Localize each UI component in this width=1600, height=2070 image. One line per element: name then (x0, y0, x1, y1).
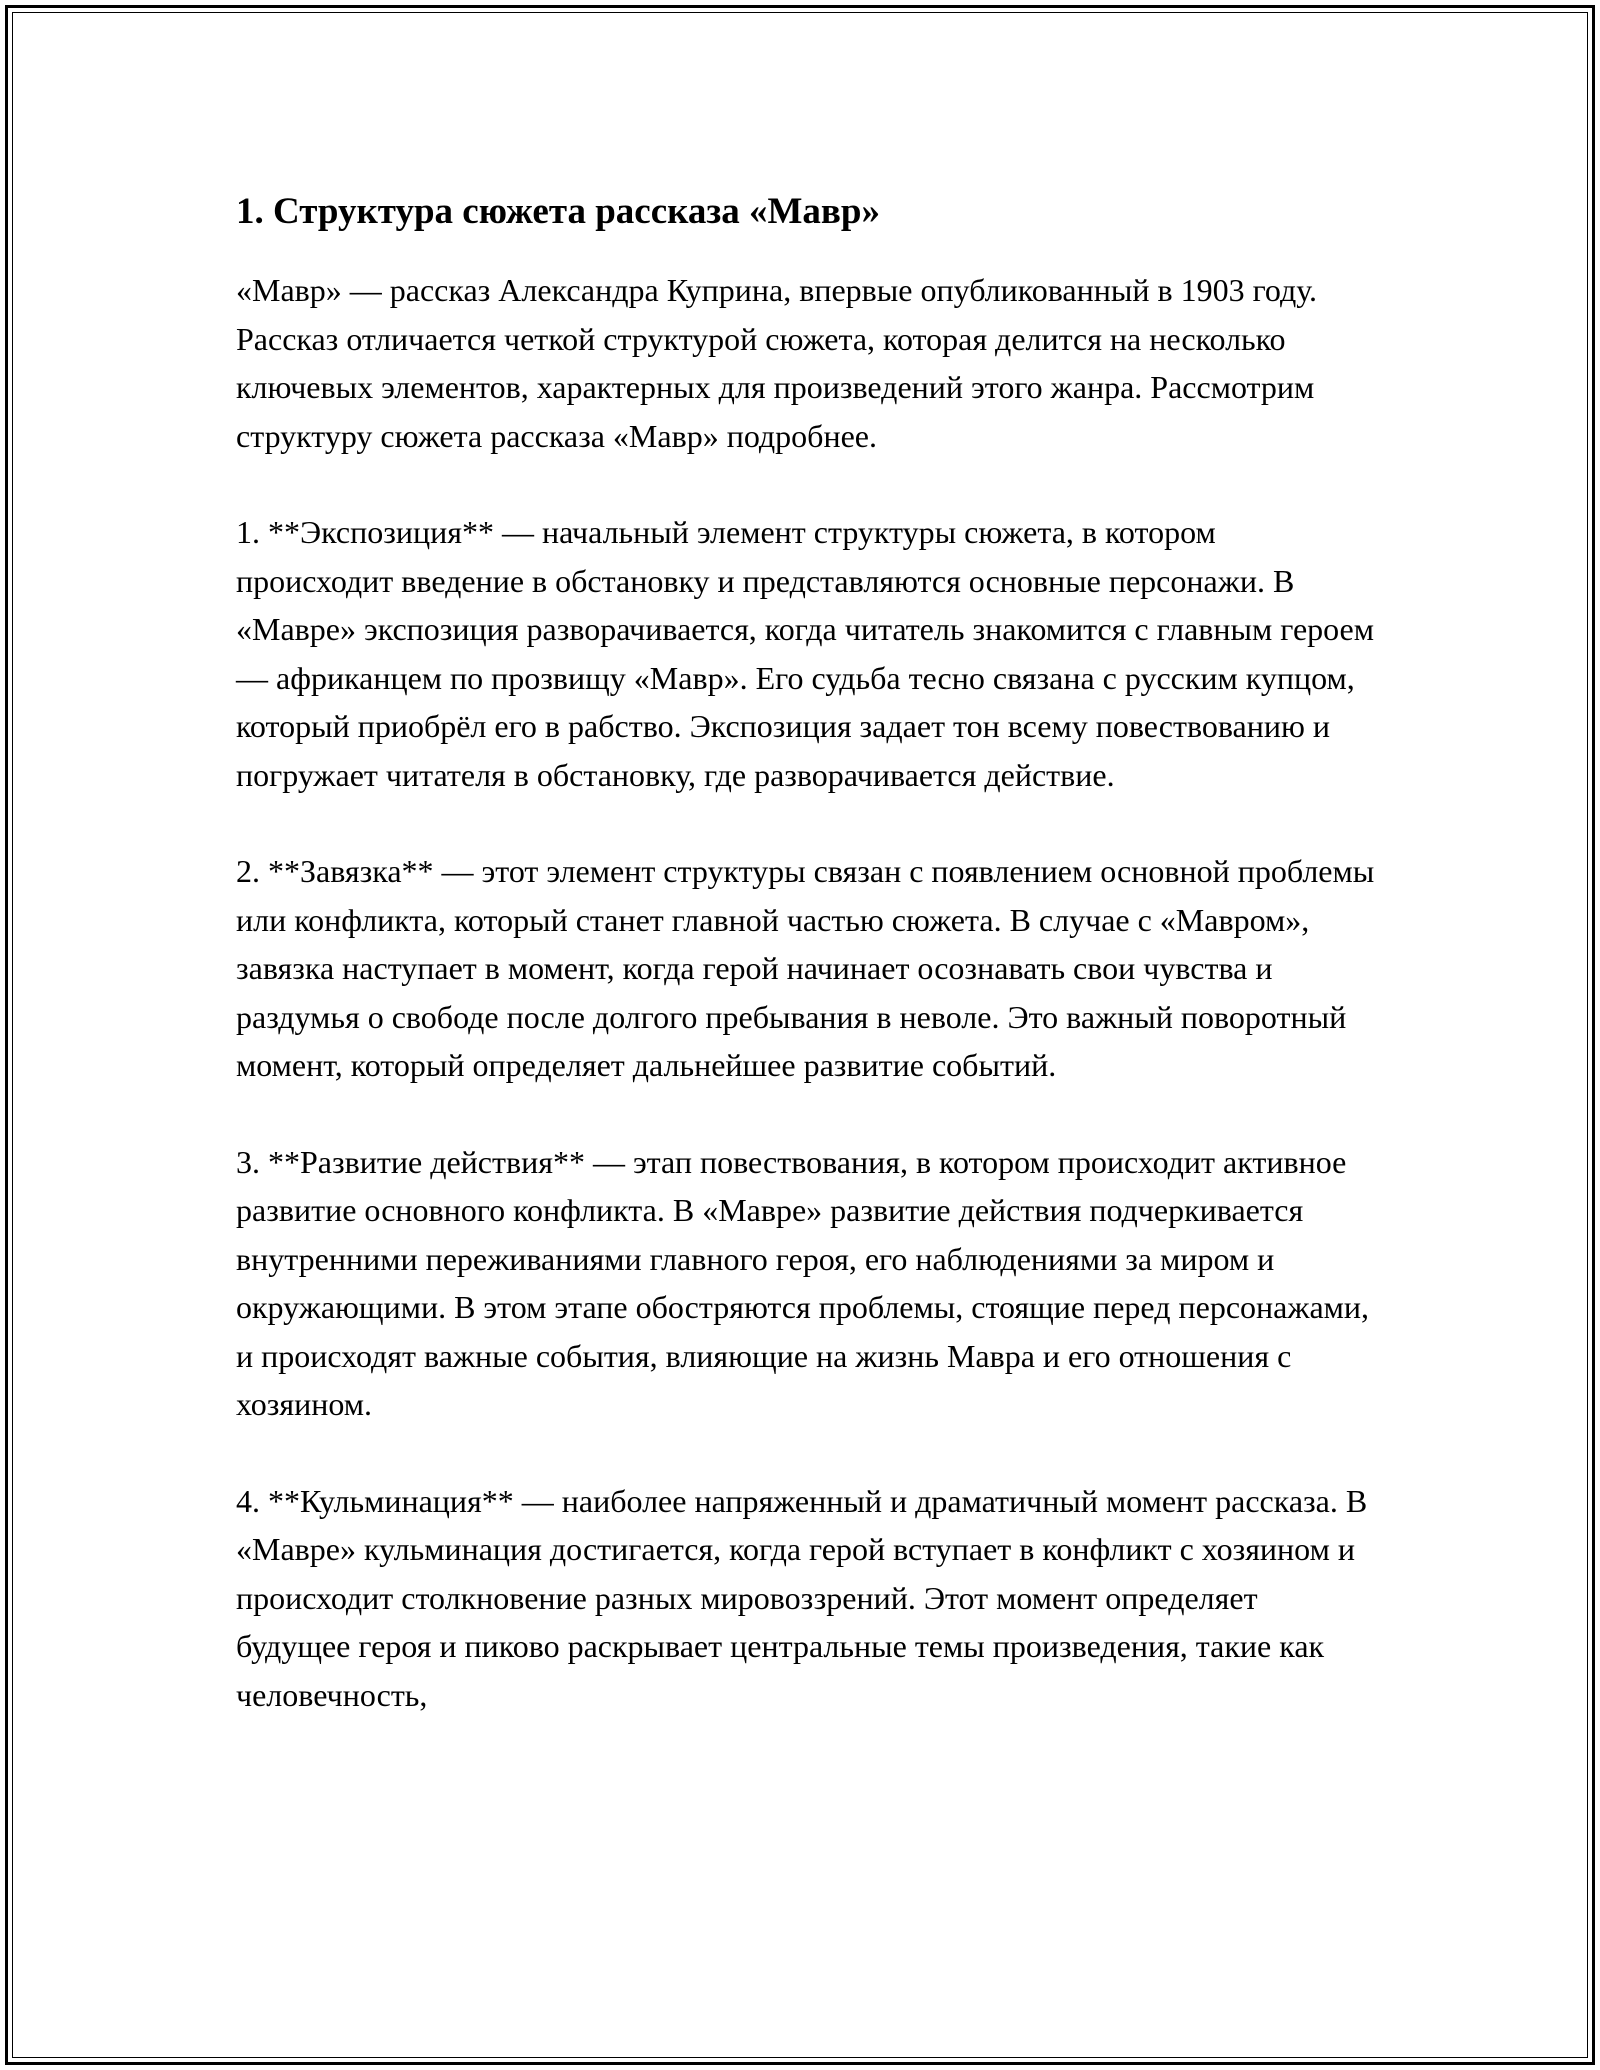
document-title: 1. Структура сюжета рассказа «Мавр» (236, 191, 880, 232)
paragraph-rising-action: 3. **Развитие действия** — этап повествования, в котором происходит активное развитие основного конфликта. В «Мавре» развитие действия подчеркивается внутренними переживаниями главного героя, его наблюдениями за миром и окружающими. В этом этапе обостряются проблемы, стоящие перед персонажами, и происходят важные события, влияющие на жизнь Мавра и его отношения с хозяином. (236, 1143, 1370, 1422)
paragraph-setup: 2. **Завязка** — этот элемент структуры связан с появлением основной проблемы или конфликта, который станет главной частью сюжета. В случае с «Мавром», завязка наступает в момент, когда герой начинает осознавать свои чувства и раздумья о свободе после долгого пребывания в неволе. Это важный поворотный момент, который определяет дальнейшее развитие событий. (236, 853, 1375, 1083)
document-page (236, 186, 1376, 1719)
paragraph-exposition: 1. **Экспозиция** — начальный элемент структуры сюжета, в котором происходит введение в обстановку и представляются основные персонажи. В «Мавре» экспозиция разворачивается, когда читатель знакомится с главным героем — африканцем по прозвищу «Мавр». Его судьба тесно связана с русским купцом, который приобрёл его в рабство. Экспозиция задает тон всему повествованию и погружает читателя в обстановку, где разворачивается действие. (236, 514, 1374, 793)
paragraph-climax: 4. **Кульминация** — наиболее напряженный и драматичный момент рассказа. В «Мавре» кульминация достигается, когда герой вступает в конфликт с хозяином и происходит столкновение разных мировоззрений. Этот момент определяет будущее героя и пиково раскрывает центральные темы произведения, такие как человечность, (236, 1482, 1368, 1713)
paragraph-intro: «Мавр» — рассказ Александра Куприна, впервые опубликованный в 1903 году. Рассказ отличается четкой структурой сюжета, которая делится на несколько ключевых элементов, характерных для произведений этого жанра. Рассмотрим структуру сюжета рассказа «Мавр» подробнее. (236, 272, 1318, 454)
